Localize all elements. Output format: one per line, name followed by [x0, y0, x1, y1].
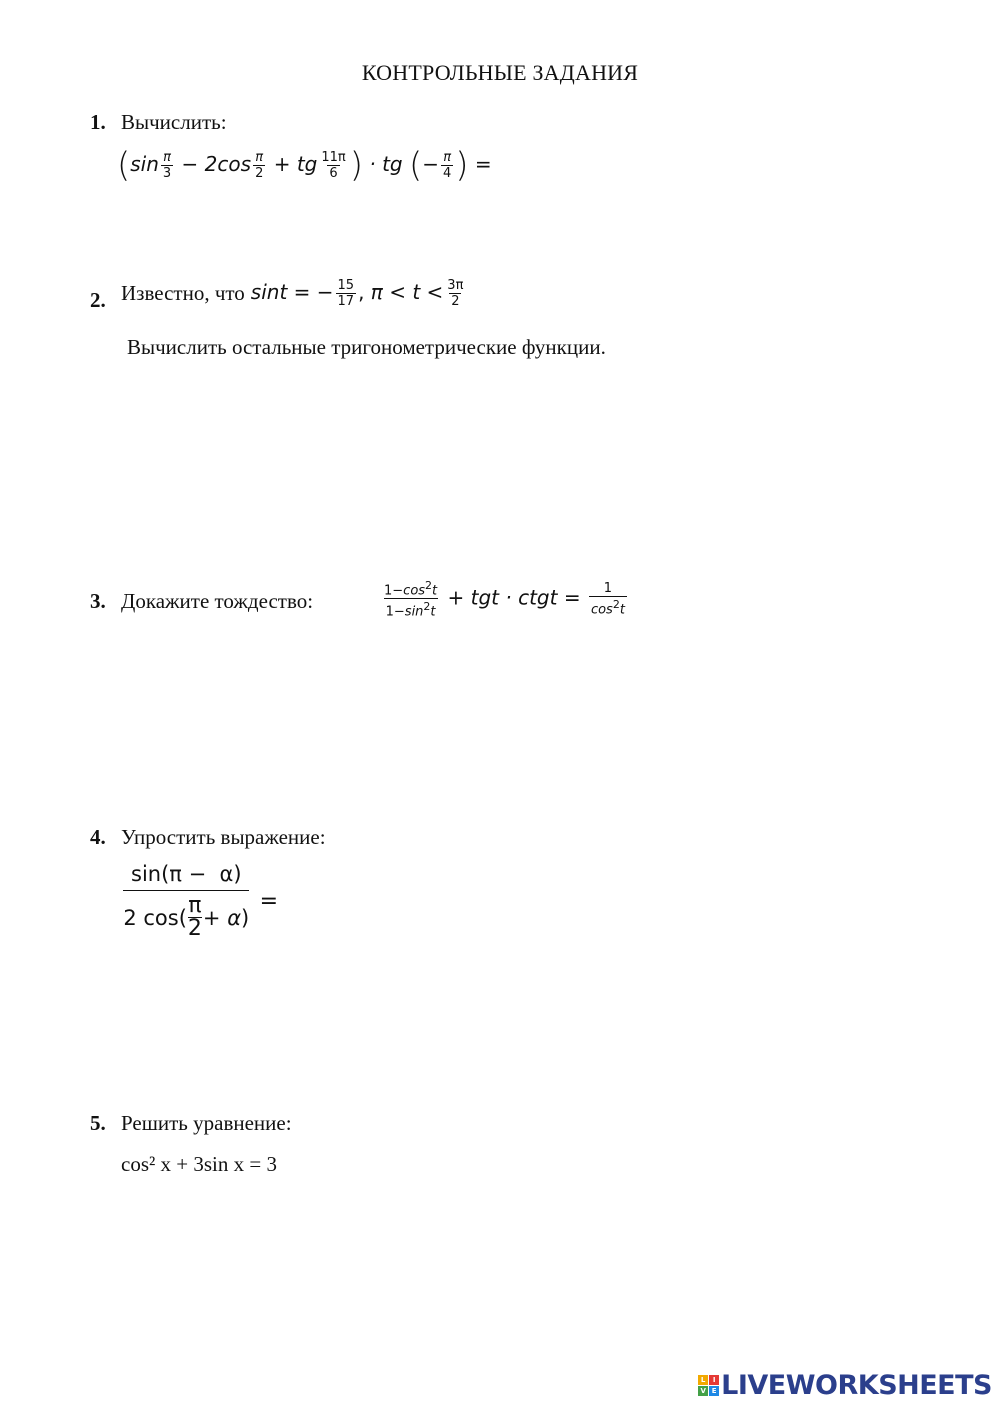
page-title: КОНТРОЛЬНЫЕ ЗАДАНИЯ: [361, 60, 639, 85]
task-2-text: Известно, что: [121, 281, 245, 305]
logo-text: LIVEWORKSHEETS: [721, 1370, 992, 1401]
task-4-text: Упростить выражение:: [121, 825, 326, 849]
task-2-instruction: Вычислить остальные тригонометрические функции.: [127, 335, 606, 359]
task-3-text: Докажите тождество:: [121, 589, 314, 613]
liveworksheets-logo: [698, 1370, 992, 1401]
task-5-number: 5.: [90, 1111, 106, 1135]
task-2-condition: [121, 278, 467, 309]
task-1-number: 1.: [90, 110, 106, 134]
task-2-number: 2.: [90, 288, 106, 312]
task-3-identity: $\frac{1-\cos^2t}{1-\sin^2t}$ + tgt · ctgt = $\frac{1}{\cos^2t}$: [384, 579, 625, 620]
task-1-text: Вычислить:: [121, 110, 227, 134]
task-1-expression: (sin $\frac{\pi}{3}$ − 2cos $\frac{\pi}{2}$ + tg $\frac{11\pi}{6}$ ) · tg (− $\frac{\pi}{4}$ ) =: [117, 145, 492, 186]
task-4-expression: sin(π − α) 2 cos( π 2 + α ) =: [123, 862, 279, 941]
task-5-equation: cos² x + 3sin x = 3: [121, 1152, 277, 1176]
task-3-number: 3.: [90, 589, 106, 613]
task-5-text: Решить уравнение:: [121, 1111, 292, 1135]
logo-blocks-icon: L I V E: [698, 1375, 719, 1396]
task-4-number: 4.: [90, 825, 106, 849]
task-2-formula: sint = − $\frac{15}{17}$ , π < t < $\frac{3\pi}{2}$: [250, 278, 464, 309]
